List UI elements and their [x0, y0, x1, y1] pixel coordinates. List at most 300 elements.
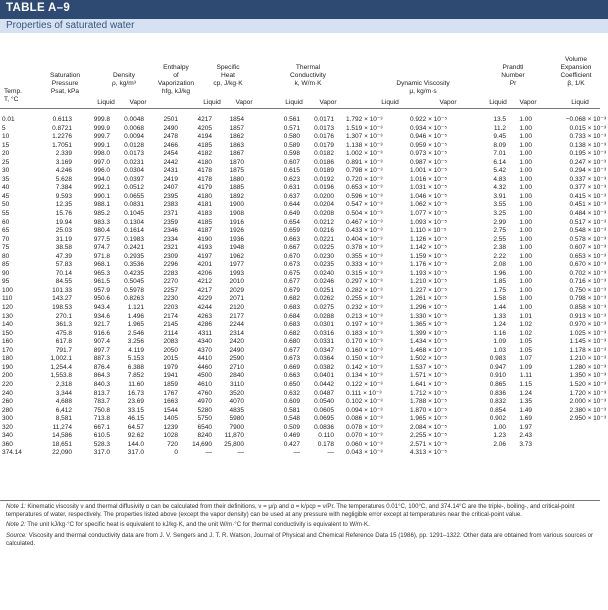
table-row	[0, 159, 608, 168]
cell-density-liquid: 813.7	[93, 389, 110, 397]
header-temp: Temp. T, °C	[4, 88, 22, 103]
cell-temp: 70	[2, 235, 10, 243]
cell-mu-vapor: 1.468 × 10⁻⁵	[410, 346, 448, 354]
cell-beta: 0.913 × 10⁻³	[569, 312, 606, 320]
cell-beta: 1.145 × 10⁻³	[569, 338, 606, 346]
cell-pr-liquid: 7.01	[493, 150, 506, 158]
table-row	[0, 116, 608, 125]
cell-beta: 0.970 × 10⁻³	[569, 321, 606, 329]
cell-beta: 0.548 × 10⁻³	[569, 227, 606, 235]
cell-k-liquid: 0.615	[283, 167, 300, 175]
cell-pr-vapor: 1.00	[519, 218, 532, 226]
cell-k-vapor: 0.0487	[314, 389, 334, 397]
cell-density-liquid: 957.9	[93, 286, 110, 294]
cell-density-vapor: 46.15	[127, 415, 144, 423]
cell-mu-liquid: 0.433 × 10⁻³	[346, 227, 383, 235]
cell-density-liquid: 988.1	[93, 201, 110, 209]
cell-mu-vapor: 4.313 × 10⁻⁵	[410, 449, 448, 457]
cell-pressure: 57.83	[55, 261, 72, 269]
cell-cp-vapor: 3110	[230, 380, 244, 388]
cell-k-liquid: —	[293, 449, 300, 457]
cell-mu-vapor: 0.922 × 10⁻⁵	[410, 116, 448, 123]
cell-pressure: 14,586	[52, 432, 72, 440]
cell-cp-liquid: 4370	[197, 346, 212, 354]
cell-pr-liquid: 0.854	[489, 406, 506, 414]
cell-beta: 0.858 × 10⁻³	[569, 304, 606, 312]
cell-cp-liquid: 4460	[197, 363, 212, 371]
cell-pressure: 38.58	[55, 244, 72, 252]
cell-cp-vapor: 11,870	[224, 432, 244, 440]
cell-k-vapor: 0.0401	[314, 372, 334, 380]
cell-pr-liquid: 1.03	[493, 346, 506, 354]
cell-beta: −0.068 × 10⁻³	[565, 116, 606, 123]
cell-beta: 0.195 × 10⁻³	[569, 150, 606, 158]
cell-enthalpy: 2466	[163, 141, 178, 149]
cell-pr-liquid: 2.06	[493, 440, 506, 448]
cell-density-liquid: 961.5	[93, 278, 110, 286]
cell-cp-liquid: 4263	[197, 312, 212, 320]
cell-enthalpy: 2257	[163, 286, 178, 294]
cell-pr-liquid: 1.58	[493, 295, 506, 303]
cell-cp-vapor: 2029	[229, 286, 244, 294]
cell-temp: 75	[2, 244, 10, 252]
cell-density-liquid: 713.8	[93, 415, 110, 423]
cell-density-liquid: 950.6	[93, 295, 110, 303]
cell-k-vapor: 0.0176	[314, 133, 334, 141]
cell-mu-liquid: 0.798 × 10⁻³	[346, 167, 383, 175]
cell-density-liquid: 750.8	[93, 406, 110, 414]
cell-pressure: 8,581	[55, 415, 72, 423]
cell-enthalpy: 2419	[163, 175, 178, 183]
cell-k-liquid: 0.663	[283, 372, 300, 380]
cell-k-vapor: 0.0208	[314, 210, 334, 218]
cell-mu-liquid: 0.086 × 10⁻³	[346, 415, 383, 423]
cell-mu-liquid: 1.307 × 10⁻³	[346, 133, 383, 141]
cell-mu-liquid: 0.060 × 10⁻³	[346, 440, 383, 448]
cell-temp: 10	[2, 133, 10, 141]
cell-mu-liquid: 0.547 × 10⁻³	[346, 201, 383, 209]
cell-density-vapor: 0.0655	[124, 192, 144, 200]
cell-cp-liquid: 6540	[197, 423, 212, 431]
cell-mu-vapor: 1.788 × 10⁻⁵	[410, 398, 448, 406]
cell-beta: 0.015 × 10⁻³	[569, 124, 606, 132]
cell-temp: 95	[2, 278, 10, 286]
header-specific-heat: Specific Heat cp, J/kg·K	[213, 64, 243, 87]
cell-pr-liquid: 2.75	[493, 227, 506, 235]
cell-pr-vapor: 1.00	[519, 201, 532, 209]
cell-pr-liquid: 0.902	[489, 415, 506, 423]
table-row	[0, 381, 608, 390]
cell-mu-liquid: 0.315 × 10⁻³	[346, 269, 383, 277]
cell-k-vapor: 0.0179	[314, 141, 334, 149]
cell-density-vapor: 0.4235	[124, 269, 144, 277]
cell-cp-liquid: 4194	[197, 133, 212, 141]
cell-mu-vapor: 1.502 × 10⁻⁵	[410, 355, 448, 363]
cell-k-liquid: 0.680	[283, 338, 300, 346]
cell-pr-liquid: 4.32	[493, 184, 506, 192]
cell-pr-liquid: 2.38	[493, 244, 506, 252]
cell-cp-vapor: 3520	[229, 389, 244, 397]
cell-density-vapor: 0.1045	[124, 210, 144, 218]
cell-mu-liquid: 0.213 × 10⁻³	[346, 312, 383, 320]
header-pr-vapor: Vapor	[519, 99, 537, 106]
cell-pr-liquid: 2.99	[493, 218, 506, 226]
cell-temp: 110	[2, 295, 13, 303]
cell-density-liquid: 528.3	[93, 440, 110, 448]
cell-k-vapor: 0.0171	[314, 116, 334, 123]
cell-k-vapor: 0.0288	[314, 312, 334, 320]
cell-beta: 0.653 × 10⁻³	[569, 252, 606, 260]
cell-temp: 60	[2, 218, 10, 226]
cell-density-vapor: 33.15	[127, 406, 144, 414]
cell-cp-liquid: 4178	[197, 167, 212, 175]
subtitle-bar	[0, 19, 608, 33]
cell-cp-liquid: 4970	[197, 398, 212, 406]
cell-pr-liquid: 1.96	[493, 269, 506, 277]
cell-pr-liquid: 0.910	[489, 372, 506, 380]
cell-mu-liquid: 0.160 × 10⁻³	[346, 346, 383, 354]
cell-pr-liquid: 1.00	[493, 423, 506, 431]
cell-temp: 280	[2, 406, 13, 414]
table-row	[0, 253, 608, 262]
cell-k-liquid: 0.548	[283, 415, 300, 423]
cell-pr-liquid: 1.33	[493, 312, 506, 320]
cell-mu-liquid: 0.467 × 10⁻³	[346, 218, 383, 226]
table-row	[0, 193, 608, 202]
cell-beta: 1.280 × 10⁻³	[569, 363, 606, 371]
cell-k-vapor: 0.0182	[314, 150, 334, 158]
table-row	[0, 330, 608, 339]
cell-enthalpy: 0	[174, 449, 178, 457]
cell-cp-vapor: 2490	[229, 346, 244, 354]
cell-cp-vapor: 2314	[229, 329, 244, 337]
cell-density-vapor: 0.1983	[124, 235, 144, 243]
cell-density-liquid: 907.4	[93, 338, 110, 346]
cell-pr-vapor: 1.09	[519, 363, 532, 371]
cell-cp-liquid: 4217	[197, 286, 212, 294]
cell-temp: 0.01	[2, 116, 15, 123]
cell-temp: 65	[2, 227, 10, 235]
cell-density-vapor: 0.0231	[124, 158, 144, 166]
cell-mu-liquid: 0.111 × 10⁻³	[346, 389, 382, 397]
cell-pr-liquid: 4.83	[493, 175, 506, 183]
header-cp-liquid: Liquid	[203, 99, 221, 106]
cell-mu-liquid: 0.255 × 10⁻³	[346, 295, 383, 303]
cell-enthalpy: 2431	[163, 167, 178, 175]
cell-cp-vapor: 2120	[229, 304, 244, 312]
cell-mu-vapor: 1.126 × 10⁻⁵	[410, 235, 448, 243]
cell-density-liquid: 974.7	[93, 244, 110, 252]
cell-k-vapor: 0.0316	[314, 329, 334, 337]
cell-temp: 90	[2, 269, 10, 277]
cell-mu-vapor: 1.016 × 10⁻⁵	[410, 175, 448, 183]
cell-mu-liquid: 0.070 × 10⁻³	[346, 432, 383, 440]
cell-density-liquid: 876.4	[93, 363, 110, 371]
cell-k-liquid: 0.683	[283, 304, 300, 312]
cell-cp-liquid: 4197	[197, 252, 212, 260]
cell-density-vapor: 0.0512	[124, 184, 144, 192]
note-1: Note 1: Kinematic viscosity ν and thermal diffusivity α can be calculated from their definitions, ν = μ/ρ and α = k/ρcp = ν/Pr. The temperatures 0.01°C, 100°C, and 374.14°C are the triple-, boiling-, and critical-point temperatures of water, respectively. The properties listed above (except the vapor density) can be used at any pressure with negligible error except at temperatures near the critical-point value.	[6, 503, 575, 519]
cell-pr-vapor: 1.00	[519, 124, 532, 132]
cell-enthalpy: 2454	[163, 150, 178, 158]
cell-cp-vapor: 2840	[229, 372, 244, 380]
cell-cp-liquid: 4340	[197, 338, 212, 346]
cell-density-vapor: 64.57	[127, 423, 144, 431]
cell-k-vapor: 0.0240	[314, 269, 334, 277]
cell-density-liquid: 985.2	[93, 210, 110, 218]
cell-pr-liquid: 2.08	[493, 261, 506, 269]
cell-enthalpy: 2383	[163, 201, 178, 209]
cell-k-liquid: 0.581	[283, 406, 300, 414]
cell-mu-liquid: 0.043 × 10⁻³	[346, 449, 383, 457]
cell-pressure: 84.55	[55, 278, 72, 286]
table-row	[0, 167, 608, 176]
cell-temp: 360	[2, 440, 13, 448]
cell-temp: 25	[2, 158, 10, 166]
cell-cp-vapor: 1854	[229, 116, 244, 123]
cell-density-vapor: 144.0	[127, 440, 144, 448]
cell-cp-liquid: 4183	[197, 210, 212, 218]
cell-k-liquid: 0.649	[283, 210, 300, 218]
cell-mu-vapor: 0.959 × 10⁻⁵	[410, 141, 448, 149]
cell-k-liquid: 0.669	[283, 363, 300, 371]
cell-k-liquid: 0.589	[283, 141, 300, 149]
cell-beta: 1.210 × 10⁻³	[569, 355, 606, 363]
cell-enthalpy: 2174	[163, 312, 178, 320]
table-subtitle: Properties of saturated water	[6, 20, 135, 31]
cell-pr-vapor: 1.00	[519, 184, 532, 192]
cell-density-vapor: 0.0831	[124, 201, 144, 209]
cell-k-vapor: 0.0216	[314, 227, 334, 235]
cell-pr-vapor: 1.00	[519, 141, 532, 149]
cell-mu-vapor: 1.227 × 10⁻⁵	[410, 286, 448, 294]
cell-cp-liquid: 5750	[197, 415, 212, 423]
cell-k-liquid: 0.675	[283, 269, 300, 277]
cell-pr-vapor: 1.24	[519, 389, 532, 397]
cell-mu-vapor: 2.571 × 10⁻⁵	[410, 440, 448, 448]
cell-cp-liquid: —	[205, 449, 212, 457]
cell-beta: 0.670 × 10⁻³	[569, 261, 606, 269]
cell-density-vapor: 4.119	[128, 346, 144, 354]
cell-density-liquid: 999.1	[93, 141, 110, 149]
table-row	[0, 321, 608, 330]
cell-beta: 0.607 × 10⁻³	[569, 244, 606, 252]
cell-mu-vapor: 1.093 × 10⁻⁵	[410, 218, 448, 226]
cell-cp-vapor: 1936	[229, 235, 244, 243]
cell-density-vapor: 16.73	[127, 389, 144, 397]
cell-temp: 260	[2, 398, 13, 406]
cell-density-liquid: 783.7	[93, 398, 110, 406]
cell-pr-vapor: 1.00	[519, 150, 532, 158]
cell-density-liquid: 994.0	[93, 175, 110, 183]
cell-density-vapor: 2.546	[127, 329, 144, 337]
cell-density-vapor: 0.1614	[124, 227, 144, 235]
cell-temp: 120	[2, 304, 13, 312]
cell-enthalpy: 2321	[163, 244, 178, 252]
cell-mu-vapor: 1.159 × 10⁻⁵	[410, 252, 448, 260]
cell-mu-vapor: 1.261 × 10⁻⁵	[410, 295, 448, 303]
cell-pr-vapor: 1.00	[519, 235, 532, 243]
cell-k-vapor: 0.0200	[314, 192, 334, 200]
cell-pr-vapor: 1.02	[519, 329, 532, 337]
cell-cp-liquid: 4244	[197, 304, 212, 312]
cell-pressure: 4,688	[55, 398, 72, 406]
table-row	[0, 184, 608, 193]
cell-pr-vapor: 1.07	[519, 355, 532, 363]
cell-density-vapor: 0.5045	[124, 278, 144, 286]
cell-k-liquid: 0.561	[283, 116, 300, 123]
cell-density-liquid: 934.6	[93, 312, 110, 320]
cell-beta: 0.484 × 10⁻³	[569, 210, 606, 218]
cell-pressure: 6,412	[55, 406, 72, 414]
table-title: TABLE A–9	[6, 2, 71, 14]
cell-beta: 1.520 × 10⁻³	[569, 380, 606, 388]
cell-pressure: 11,274	[52, 423, 72, 431]
cell-density-liquid: 897.7	[93, 346, 110, 354]
cell-pr-vapor: 1.00	[519, 175, 532, 183]
cell-cp-liquid: 4180	[197, 192, 212, 200]
cell-density-liquid: 968.1	[93, 261, 110, 269]
table-row	[0, 201, 608, 210]
cell-cp-liquid: 4410	[197, 355, 212, 363]
cell-pr-liquid: 9.45	[493, 133, 506, 141]
cell-pressure: 1.2276	[52, 133, 72, 141]
cell-mu-vapor: 1.965 × 10⁻⁵	[410, 415, 448, 423]
table-row	[0, 407, 608, 416]
cell-mu-vapor: 1.077 × 10⁻⁵	[410, 210, 448, 218]
header-pr-liquid: Liquid	[489, 99, 507, 106]
cell-mu-vapor: 1.142 × 10⁻⁵	[410, 244, 448, 252]
table-row	[0, 364, 608, 373]
table-row	[0, 295, 608, 304]
cell-beta: 2.380 × 10⁻³	[569, 406, 606, 414]
cell-k-vapor: 0.0301	[314, 321, 334, 329]
table-row	[0, 270, 608, 279]
cell-cp-vapor: 2420	[229, 338, 244, 346]
table-row	[0, 142, 608, 151]
cell-cp-vapor: 1885	[229, 184, 244, 192]
cell-pressure: 7.384	[55, 184, 72, 192]
cell-beta: 0.415 × 10⁻³	[569, 192, 606, 200]
cell-mu-vapor: 1.641 × 10⁻⁵	[410, 380, 448, 388]
cell-pr-vapor: 1.00	[519, 295, 532, 303]
cell-cp-liquid: 4180	[197, 158, 212, 166]
cell-pressure: 3.169	[55, 158, 72, 166]
cell-pressure: 617.8	[55, 338, 72, 346]
cell-enthalpy: 1859	[163, 380, 178, 388]
table-row	[0, 261, 608, 270]
cell-temp: 374.14	[2, 449, 22, 457]
cell-k-vapor: 0.0251	[314, 286, 334, 294]
cell-pressure: 15.76	[55, 210, 72, 218]
cell-temp: 200	[2, 372, 13, 380]
cell-pr-vapor: 1.00	[519, 286, 532, 294]
cell-temp: 150	[2, 329, 13, 337]
cell-pr-vapor: 1.00	[519, 116, 532, 123]
cell-mu-vapor: 1.062 × 10⁻⁵	[410, 201, 448, 209]
cell-temp: 340	[2, 432, 13, 440]
cell-cp-liquid: 4185	[197, 218, 212, 226]
cell-enthalpy: 2359	[163, 218, 178, 226]
cell-beta: 0.578 × 10⁻³	[569, 235, 606, 243]
table-bottom-rule	[0, 500, 600, 501]
cell-density-vapor: 0.0173	[124, 150, 144, 158]
cell-density-liquid: 887.3	[93, 355, 110, 363]
cell-temp: 140	[2, 321, 13, 329]
table-row	[0, 398, 608, 407]
cell-mu-liquid: 0.183 × 10⁻³	[346, 329, 383, 337]
header-cp-vapor: Vapor	[235, 99, 253, 106]
cell-density-liquid: 916.6	[93, 329, 110, 337]
cell-beta: 0.733 × 10⁻³	[569, 133, 606, 141]
cell-pr-liquid: 0.865	[489, 380, 506, 388]
cell-mu-liquid: 0.404 × 10⁻³	[346, 235, 383, 243]
cell-k-vapor: 0.0189	[314, 167, 334, 175]
cell-pr-liquid: 1.23	[493, 432, 506, 440]
cell-cp-vapor: 1926	[229, 227, 244, 235]
cell-temp: 300	[2, 415, 13, 423]
cell-mu-liquid: 1.002 × 10⁻³	[346, 150, 383, 158]
cell-density-liquid: 990.1	[93, 192, 110, 200]
title-bar	[0, 0, 608, 19]
cell-beta: 1.178 × 10⁻³	[569, 346, 606, 354]
cell-pressure: 0.6113	[52, 116, 72, 123]
cell-cp-vapor: 1875	[229, 167, 244, 175]
cell-density-vapor: 0.0304	[124, 167, 144, 175]
cell-cp-vapor: 1962	[229, 252, 244, 260]
cell-k-liquid: 0.682	[283, 295, 300, 303]
cell-density-vapor: 0.0094	[124, 133, 144, 141]
cell-k-liquid: 0.677	[283, 346, 300, 354]
cell-enthalpy: 2309	[163, 252, 178, 260]
cell-pr-liquid: 3.91	[493, 192, 506, 200]
cell-pressure: 22,090	[52, 449, 72, 457]
cell-temp: 55	[2, 210, 10, 218]
cell-density-liquid: 317.0	[93, 449, 110, 457]
table-row	[0, 449, 608, 458]
cell-pressure: 1,254.4	[50, 363, 72, 371]
cell-density-vapor: 1.496	[127, 312, 144, 320]
cell-pressure: 2.339	[55, 150, 72, 158]
cell-cp-liquid: 4179	[197, 184, 212, 192]
cell-cp-vapor: 1908	[229, 210, 244, 218]
cell-pr-liquid: 1.85	[493, 278, 506, 286]
cell-cp-vapor: 4835	[229, 406, 244, 414]
cell-cp-liquid: 4760	[197, 389, 212, 397]
cell-enthalpy: 1405	[163, 415, 178, 423]
cell-cp-liquid: 4190	[197, 235, 212, 243]
cell-pr-liquid: 0.832	[489, 398, 506, 406]
cell-enthalpy: 720	[167, 440, 178, 448]
cell-mu-liquid: 0.297 × 10⁻³	[346, 278, 383, 286]
cell-mu-vapor: 1.176 × 10⁻⁵	[410, 261, 448, 269]
cell-temp: 20	[2, 150, 10, 158]
cell-k-liquid: 0.682	[283, 329, 300, 337]
cell-density-vapor: 92.62	[127, 432, 144, 440]
cell-k-vapor: 0.0347	[314, 346, 334, 354]
table-row	[0, 244, 608, 253]
cell-cp-vapor: 1867	[229, 150, 244, 158]
header-k-liquid: Liquid	[285, 99, 303, 106]
cell-pr-liquid: 2.22	[493, 252, 506, 260]
cell-k-liquid: 0.644	[283, 201, 300, 209]
header-pressure: Saturation Pressure Psat, kPa	[49, 72, 81, 95]
table-row	[0, 424, 608, 433]
cell-beta: 0.517 × 10⁻³	[569, 218, 606, 226]
cell-pr-vapor: 3.73	[519, 440, 532, 448]
cell-k-vapor: 0.178	[317, 440, 334, 448]
cell-enthalpy: 2203	[163, 304, 178, 312]
